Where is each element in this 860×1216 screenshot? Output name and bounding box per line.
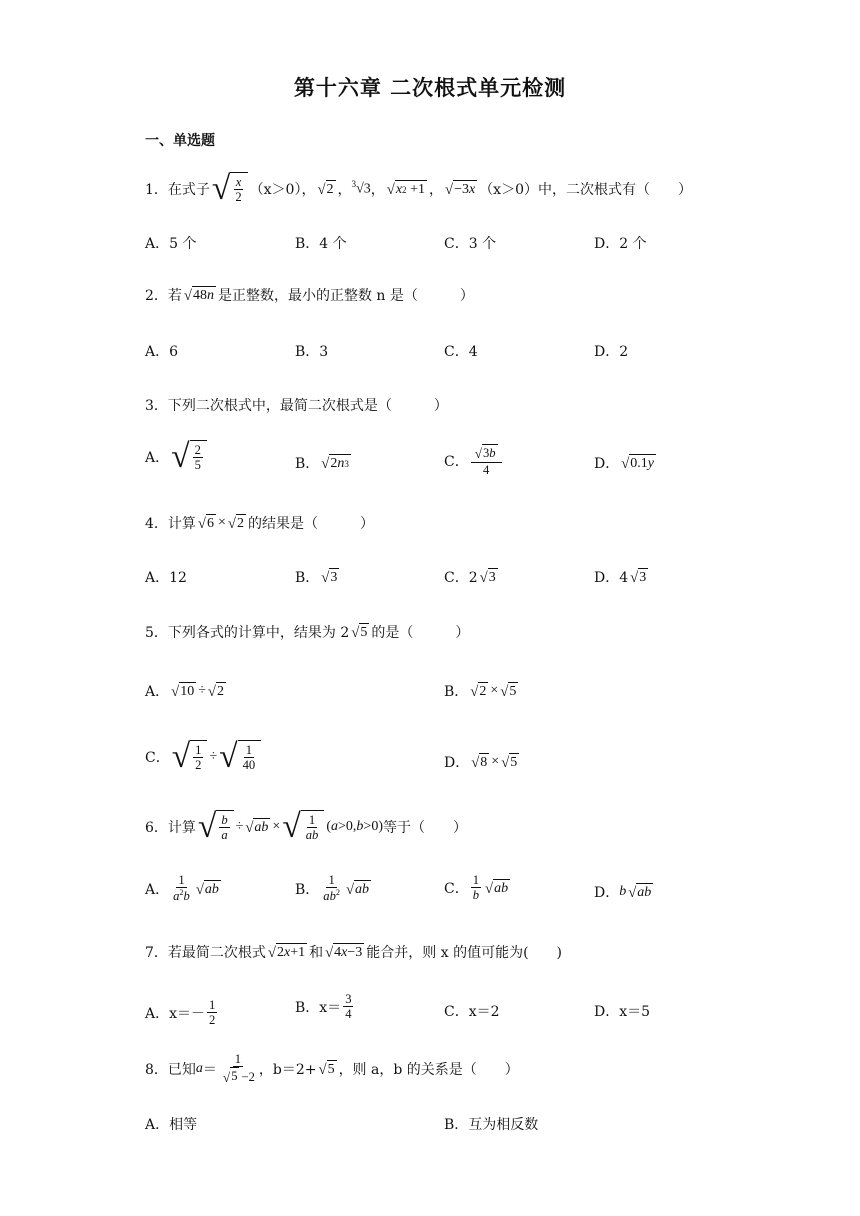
sqrt-neg-3x: √ −3 x	[445, 181, 476, 199]
question-8	[145, 1052, 519, 1085]
q2-suffix: 是正整数，最小的正整数 n 是（ ）	[217, 288, 474, 304]
sqrt-48n: √ 48 n	[183, 288, 214, 305]
sqrt-5-b: √ 5	[500, 684, 517, 701]
question-3: 3．下列二次根式中，最简二次根式是（ ）	[145, 398, 448, 414]
sqrt-1-over-40: √ $\frac{1}{40}$	[219, 740, 261, 774]
q7-option-b[interactable]	[295, 992, 355, 1022]
q1-comma-2: ，	[370, 181, 385, 198]
q4-suffix: 的结果是（ ）	[247, 516, 374, 532]
q8-prefix: 8．已知	[145, 1061, 196, 1078]
q3-label-c: C．	[444, 453, 469, 470]
q1-comma-3: ，	[429, 181, 443, 198]
divide-sign-c: ÷	[235, 818, 244, 834]
q5-option-c[interactable]	[145, 740, 263, 774]
q6-label-b: B．	[295, 881, 320, 898]
q6-option-c[interactable]	[444, 873, 512, 903]
q6-option-d[interactable]	[594, 882, 655, 902]
q3-label-b: B．	[295, 456, 320, 472]
q7-mid: 和	[309, 945, 324, 961]
q1-prefix: 1．在式子	[145, 181, 210, 198]
page-title: 第十六章 二次根式单元检测	[293, 76, 567, 100]
q8-mid: ，b＝2+	[258, 1061, 317, 1078]
q4-option-a[interactable]: A．12	[145, 570, 187, 586]
q8-option-b[interactable]: B．互为相反数	[444, 1117, 539, 1133]
question-5	[145, 622, 469, 642]
q3-label-d: D．	[594, 456, 620, 472]
q1-option-d[interactable]: D．2 个	[594, 236, 647, 252]
q5-option-d[interactable]	[444, 752, 521, 772]
q4-prefix: 4．计算	[145, 516, 196, 532]
q2-option-c[interactable]: C．4	[444, 344, 478, 360]
frac-sqrt3b-over-4: √ 3 b 4	[471, 444, 502, 477]
q4-option-c[interactable]	[444, 567, 500, 587]
sqrt-5-d: √ 5	[318, 1061, 335, 1078]
q7-option-a[interactable]	[145, 998, 219, 1028]
q3-option-c[interactable]	[444, 444, 504, 477]
q7-suffix: 能合并，则 x 的值可能为( )	[366, 945, 563, 961]
sqrt-3-d: √ 3	[630, 570, 647, 587]
sqrt-b-over-a: √ $\frac{b}{a}$	[198, 810, 234, 844]
frac-3-over-4: $\frac{3}{4}$	[345, 992, 352, 1022]
q3-option-a[interactable]	[145, 440, 209, 474]
q5-suffix: 的是（ ）	[371, 625, 470, 641]
b-factor: b	[619, 884, 627, 899]
q6-option-b[interactable]	[295, 873, 373, 904]
question-1	[145, 172, 692, 206]
q5-label-d: D．	[444, 755, 470, 771]
q7-option-d[interactable]: D．x＝5	[594, 1004, 651, 1020]
times-sign-b: ×	[490, 683, 499, 698]
frac-1-over-sqrt5-minus-2: 1 √ 5 −2	[222, 1052, 255, 1085]
sqrt-5-c: √ 5	[501, 755, 518, 772]
q5-option-b[interactable]	[444, 681, 520, 701]
q1-text-1: （x＞0），	[249, 181, 316, 198]
sqrt-4x-minus-3: √ 4 x −3	[325, 945, 363, 962]
q2-prefix: 2．若	[145, 288, 182, 304]
section-heading: 一、单选题	[145, 133, 215, 149]
sqrt-ab-c: √ ab	[485, 880, 509, 898]
q1-option-b[interactable]: B．4 个	[295, 236, 347, 252]
question-6	[145, 810, 467, 844]
var-a: a	[195, 1060, 203, 1076]
q2-option-b[interactable]: B．3	[295, 344, 329, 360]
q6-suffix: 等于（ ）	[382, 819, 467, 836]
q5-prefix: 5．下列各式的计算中，结果为 2	[145, 625, 350, 641]
q5-label-c: C．	[145, 749, 170, 766]
sqrt-2-c: √ 2	[207, 684, 224, 701]
frac-1-over-2: $\frac{1}{2}$	[209, 998, 216, 1028]
sqrt-ab-d: √ ab	[628, 885, 652, 902]
q1-option-c[interactable]: C．3 个	[444, 236, 497, 252]
sqrt-ab-b: √ ab	[345, 881, 370, 898]
sqrt-3-b: √ 3	[321, 570, 338, 587]
sqrt-2x-plus-1: √ 2 x +1	[267, 945, 306, 962]
q3-option-d[interactable]	[594, 453, 658, 473]
q6-label-c: C．	[444, 880, 469, 897]
q4-option-b[interactable]	[295, 567, 341, 587]
question-2	[145, 285, 474, 305]
q6-prefix: 6．计算	[145, 819, 196, 836]
q4-label-b: B．	[295, 570, 320, 586]
sqrt-1-over-ab: √ $\frac{1}{ab}$	[282, 810, 324, 844]
q5-option-a[interactable]	[145, 681, 228, 701]
q5-label-b: B．	[444, 684, 469, 700]
sqrt-10: √ 10	[171, 684, 195, 701]
sqrt-2-d: √ 2	[470, 684, 487, 701]
question-4	[145, 513, 374, 533]
sqrt-1-over-2: √ $\frac{1}{2}$	[172, 740, 208, 774]
question-7	[145, 942, 562, 962]
sqrt-3-c: √ 3	[479, 570, 496, 587]
q2-option-d[interactable]: D．2	[594, 344, 629, 360]
divide-sign: ÷	[198, 683, 206, 698]
q7-prefix: 7．若最简二次根式	[145, 945, 266, 961]
q1-option-a[interactable]: A．5 个	[145, 236, 197, 252]
q3-label-a: A．	[145, 449, 170, 466]
q7-option-c[interactable]: C．x＝2	[444, 1004, 500, 1020]
q1-comma-1: ，	[337, 181, 352, 198]
q2-option-a[interactable]: A．6	[145, 344, 179, 360]
q4-label-d: D．4	[594, 570, 629, 586]
sqrt-2-over-5: √ $\frac{2}{5}$	[171, 440, 207, 474]
equals-sign: ＝	[202, 1062, 217, 1078]
q4-label-c: C．2	[444, 570, 478, 586]
cube-root-3: $^3$√3	[351, 179, 371, 198]
sqrt-ab-a: √ ab	[195, 881, 219, 898]
frac-1-over-ab2: $\frac{1}{ab^2}$	[323, 873, 340, 904]
q6-label-a: A．	[145, 881, 170, 898]
q7-label-a: A．x＝－	[145, 1005, 206, 1022]
q4-option-d[interactable]	[594, 567, 650, 587]
sqrt-x-over-2: √ $\frac{x}{2}$	[212, 172, 248, 206]
sqrt-5: √ 5	[351, 625, 368, 642]
times-sign: ×	[217, 515, 226, 530]
q5-label-a: A．	[145, 684, 170, 700]
q7-label-b: B．x＝	[295, 999, 342, 1016]
times-sign-c: ×	[491, 754, 500, 769]
divide-sign-b: ÷	[209, 748, 218, 764]
sqrt-2-b: √ 2	[227, 516, 244, 533]
times-sign-d: ×	[272, 818, 281, 834]
q6-option-a[interactable]	[145, 873, 223, 904]
sqrt-8: √ 8	[471, 755, 488, 772]
sqrt-2n3: √ 2 n 3	[321, 456, 349, 473]
frac-1-over-b: $\frac{1}{b}$	[472, 873, 480, 903]
frac-1-over-a2b: $\frac{1}{a^2b}$	[173, 873, 190, 904]
q6-label-d: D．	[594, 885, 620, 901]
sqrt-0.1y: √ 0.1 y	[621, 456, 655, 473]
sqrt-2: √ 2	[317, 181, 334, 199]
q8-option-a[interactable]: A．相等	[145, 1117, 198, 1133]
sqrt-ab: √ ab	[245, 819, 269, 837]
q8-suffix: ，则 a，b 的关系是（ ）	[338, 1061, 519, 1078]
sqrt-6: √ 6	[197, 516, 214, 533]
q1-suffix: （x＞0）中，二次根式有（ ）	[479, 181, 692, 198]
q3-option-b[interactable]	[295, 453, 353, 473]
sqrt-x2-plus-1: √ x 2 +1	[386, 181, 425, 199]
condition-a-b: (a>0,b>0)	[326, 818, 383, 834]
